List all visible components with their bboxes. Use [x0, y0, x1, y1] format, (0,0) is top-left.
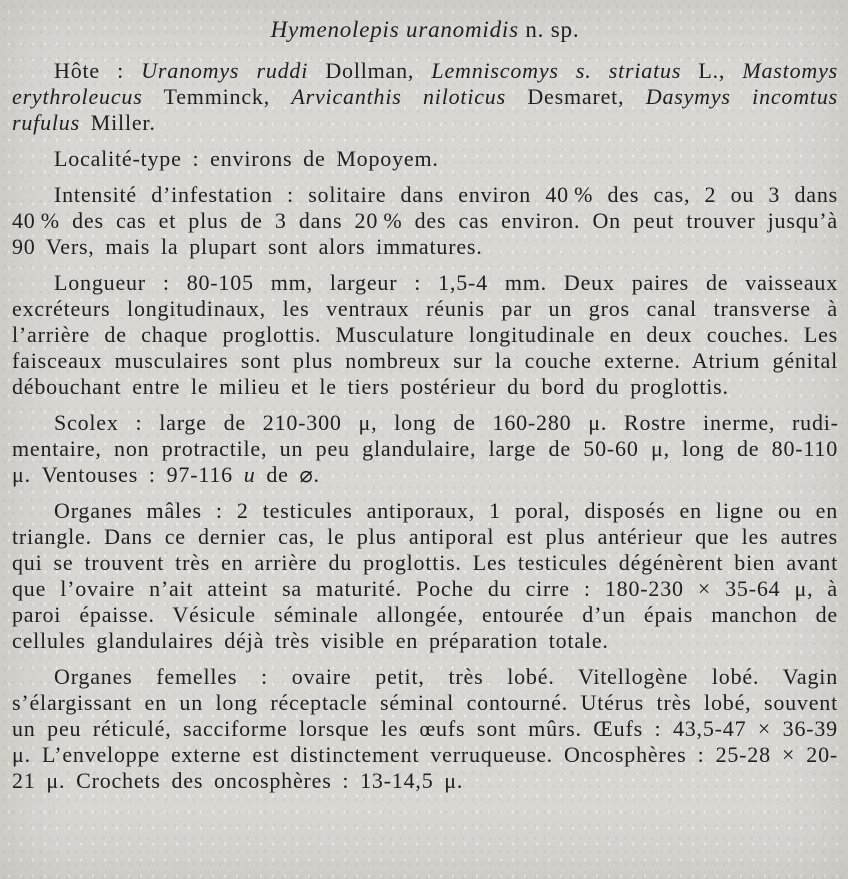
text-segment: L.,: [681, 58, 743, 83]
paragraph-female-organs: [12, 664, 838, 794]
text-segment: Temminck,: [142, 84, 292, 109]
text-segment: Intensité d’infestation : solitaire dans environ 40 % des cas, 2 ou 3 dans 40 % des cas et plus de 3 dans 20 % des cas environ. On peut trouver jusqu’à 90 Vers, mais la plupart sont alors immatures.: [12, 182, 838, 259]
italic-text-segment: Mastomys erythroleucus: [12, 58, 838, 109]
text-segment: Scolex : large de 210-300 μ, long de 160-280 μ. Rostre inerme, rudimentaire, non protractile, un peu glandulaire, large de 50-60 μ, long de 80-110 μ. Ventouses : 97-116: [12, 410, 838, 487]
italic-text-segment: Uranomys ruddi: [141, 58, 309, 83]
text-segment: Dollman,: [308, 58, 432, 83]
text-segment: Localité-type : environs de Mopoyem.: [54, 146, 439, 171]
italic-text-segment: Arvicanthis niloticus: [291, 84, 506, 109]
italic-text-segment: Hymenolepis uranomidis: [270, 17, 519, 42]
text-segment: Miller.: [79, 110, 156, 135]
italic-text-segment: u: [243, 462, 256, 487]
italic-text-segment: Dasymys incomtus rufulus: [12, 84, 838, 135]
paragraph-dimensions-anatomy: [12, 270, 838, 400]
paragraph-type-locality: [12, 146, 838, 172]
text-segment: n. sp.: [518, 17, 580, 42]
paragraph-infestation-intensity: [12, 182, 838, 260]
species-description-text: [12, 58, 838, 794]
text-segment: de ⌀.: [255, 462, 320, 487]
text-segment: Organes mâles : 2 testicules antiporaux, 1 poral, disposés en ligne ou en triangle. Dans ce dernier cas, le plus antiporal est plus antérieur que les autres qui se trouvent très en arrière du proglottis. Les testicules dégénèrent bien avant que l’ovaire n’ait atteint sa maturité. Poche du cirre : 180-230 × 35-64 μ, à paroi épaisse. Vésicule séminale allongée, entourée d’un épais manchon de cellules glandulaires déjà très visible en préparation totale.: [12, 498, 838, 653]
text-segment: Organes femelles : ovaire petit, très lobé. Vitellogène lobé. Vagin s’élargissant en un long réceptacle séminal contourné. Utérus très lobé, souvent un peu réticulé, sacciforme lorsque les œufs sont mûrs. Œufs : 43,5-47 × 36-39 μ. L’enveloppe externe est distinctement verruqueuse. Oncosphères : 25-28 × 20-21 μ. Crochets des oncosphères : 13-14,5 μ.: [12, 664, 838, 793]
text-segment: Hôte :: [54, 58, 142, 83]
text-segment: Longueur : 80-105 mm, largeur : 1,5-4 mm. Deux paires de vaisseaux excréteurs longitudinaux, les ventraux réunis par un gros canal transverse à l’arrière de chaque proglottis. Musculature longitudinale en deux couches. Les faisceaux musculaires sont plus nombreux sur la couche externe. Atrium génital débouchant entre le milieu et le tiers postérieur du bord du proglottis.: [12, 270, 838, 399]
species-title: [12, 15, 838, 45]
paragraph-scolex: [12, 410, 838, 488]
paragraph-host: [12, 58, 838, 136]
text-segment: Desmaret,: [505, 84, 646, 109]
italic-text-segment: Lemniscomys s. striatus: [431, 58, 682, 83]
paragraph-male-organs: [12, 498, 838, 654]
